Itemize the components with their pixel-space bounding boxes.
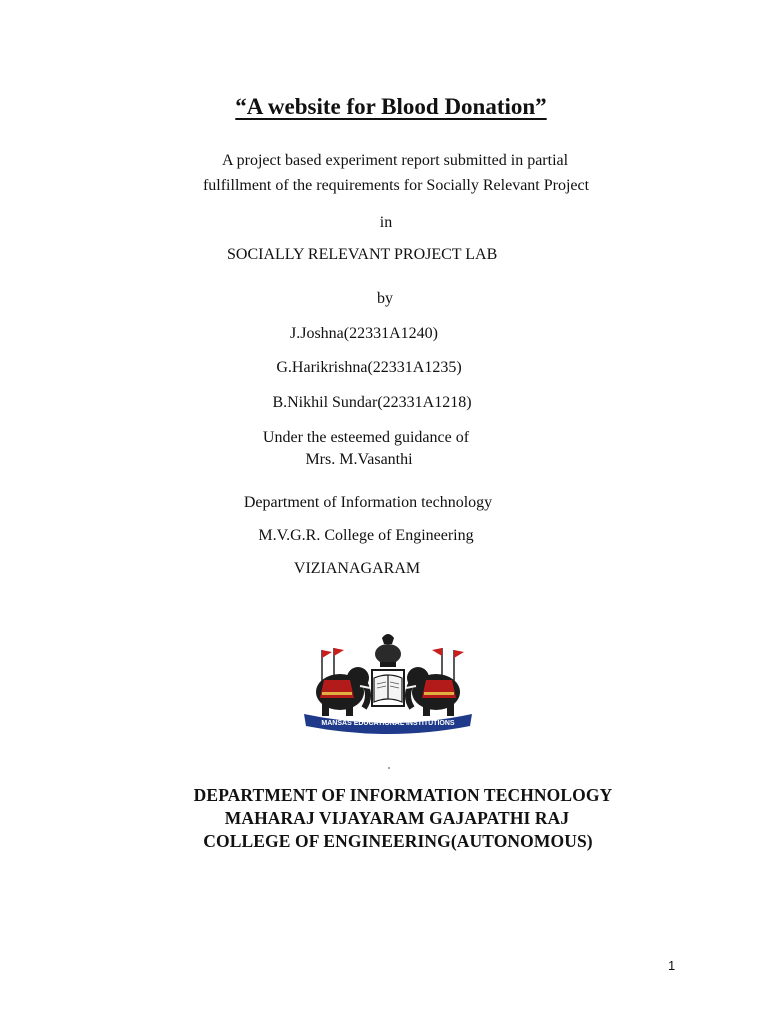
stray-mark [388, 767, 390, 769]
in-text: in [379, 214, 393, 231]
mansas-institutions-emblem-icon [300, 632, 476, 734]
footer-line-1: DEPARTMENT OF INFORMATION TECHNOLOGY [193, 785, 613, 805]
guide-name: Mrs. M.Vasanthi [305, 451, 413, 468]
footer-line-2: MAHARAJ VIJAYARAM GAJAPATHI RAJ [224, 808, 570, 828]
page-number: 1 [668, 958, 676, 973]
author-1: J.Joshna(22331A1240) [290, 325, 438, 342]
intro-line-2: fulfillment of the requirements for Socially Relevant Project [202, 177, 590, 194]
left-elephant [316, 667, 370, 716]
right-elephant [406, 667, 460, 716]
emblem-banner-text: MANSAS EDUCATIONAL INSTITUTIONS [321, 720, 455, 727]
footer-line-3: COLLEGE OF ENGINEERING(AUTONOMOUS) [203, 831, 593, 851]
college-line: M.V.G.R. College of Engineering [258, 527, 474, 544]
city-line: VIZIANAGARAM [293, 560, 421, 577]
report-title: “A website for Blood Donation” [235, 94, 547, 119]
department-line: Department of Information technology [243, 494, 493, 511]
lab-name: SOCIALLY RELEVANT PROJECT LAB [227, 246, 498, 263]
by-text: by [377, 290, 393, 307]
author-3: B.Nikhil Sundar(22331A1218) [272, 394, 472, 411]
author-2: G.Harikrishna(22331A1235) [276, 359, 462, 376]
guidance-line: Under the esteemed guidance of [262, 429, 470, 446]
intro-line-1: A project based experiment report submitted in partial [221, 152, 569, 169]
book [372, 670, 404, 706]
